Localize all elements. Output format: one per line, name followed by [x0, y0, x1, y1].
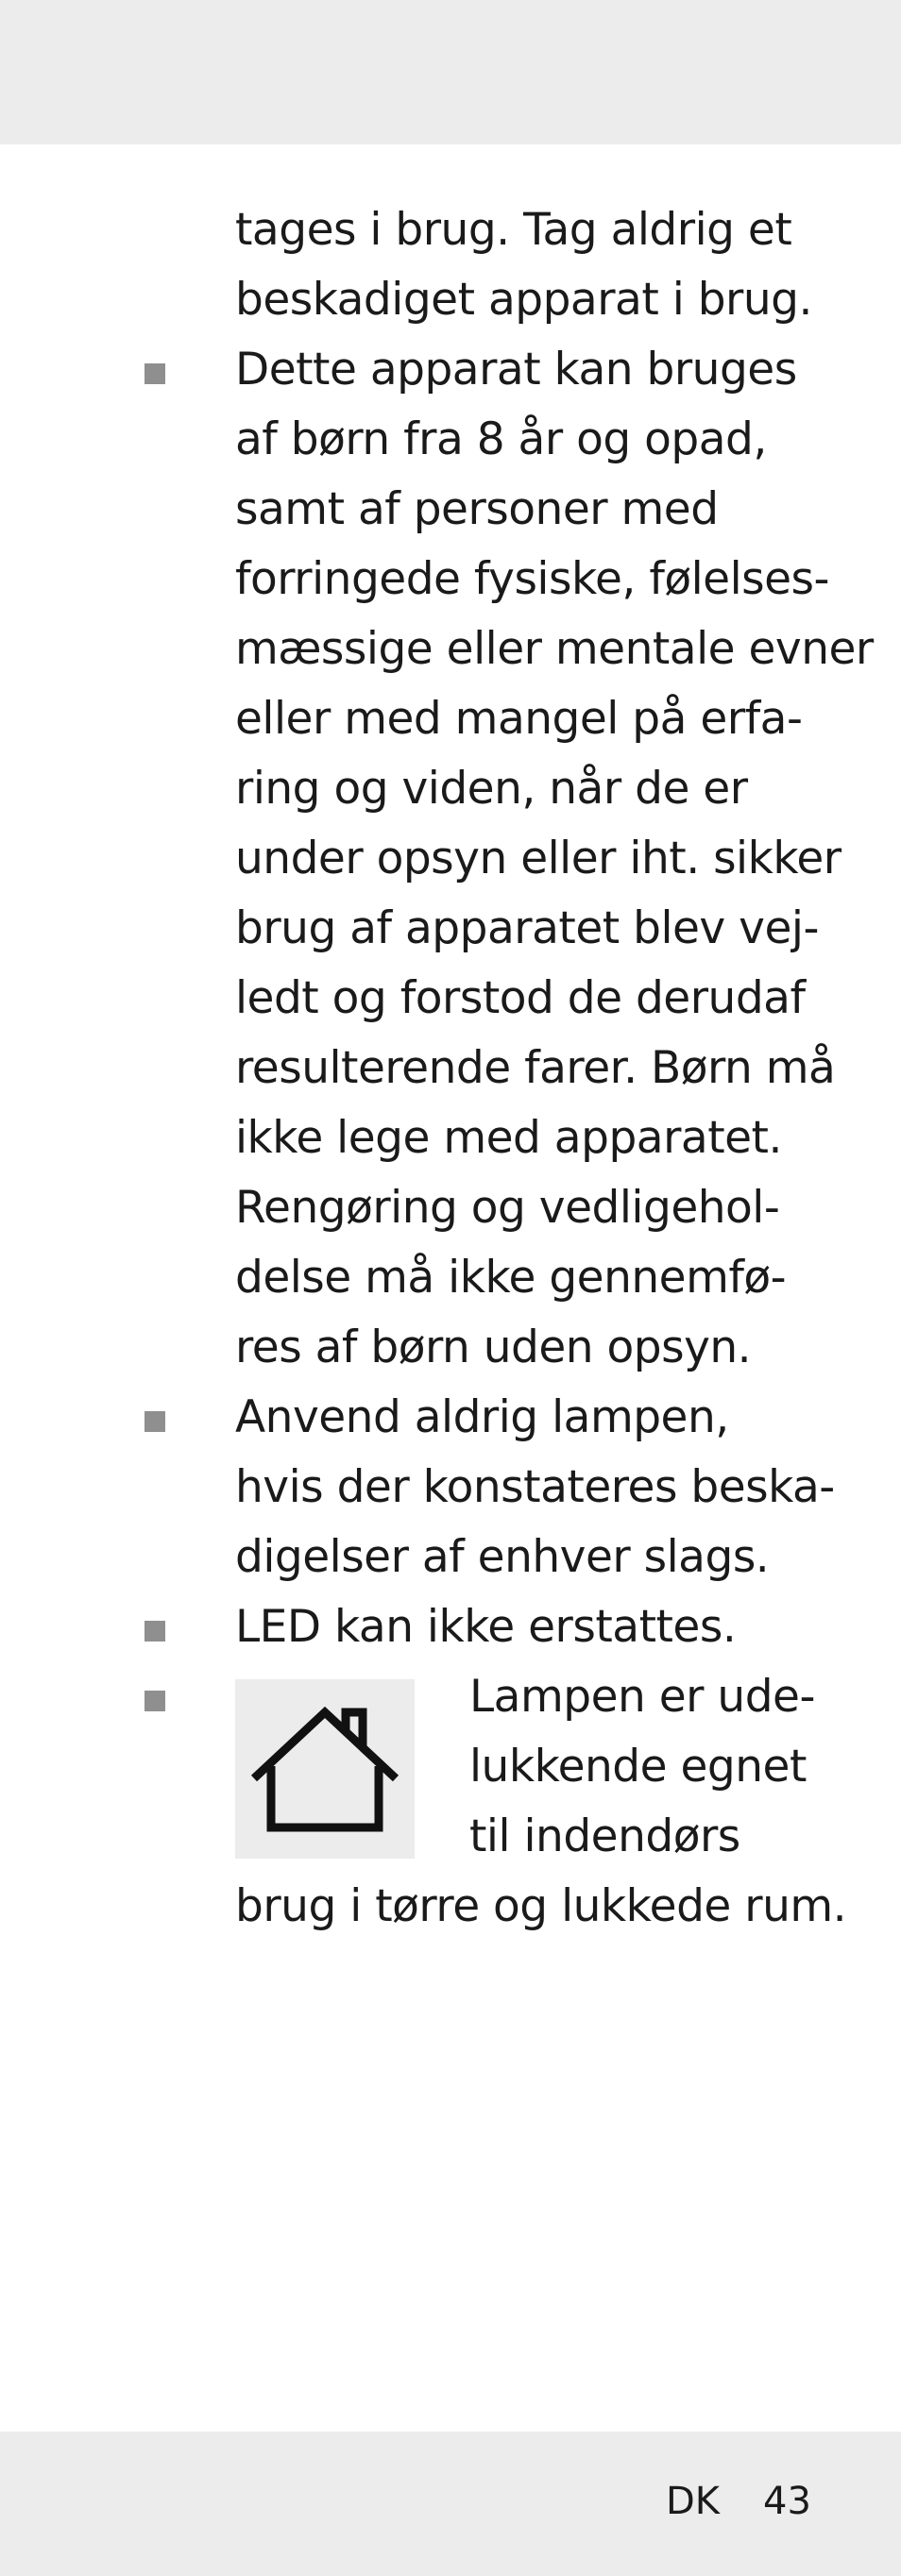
list-item [0, 1383, 901, 1453]
text-line: beskadiget apparat i brug. [235, 274, 812, 326]
text-line: ikke lege med apparatet. [235, 1112, 782, 1164]
header-band [0, 0, 901, 144]
list-item [0, 335, 901, 405]
text-line: delse må ikke gennemfø- [235, 1252, 787, 1304]
text-line: digelser af enhver slags. [235, 1531, 770, 1583]
text-line: mæssige eller mentale evner [235, 623, 874, 675]
list-item [0, 1592, 901, 1662]
text-line: samt af personer med [235, 483, 719, 535]
square-bullet-icon [144, 1621, 165, 1642]
text-line: brug i tørre og lukkede rum. [235, 1880, 847, 1932]
text-line: res af børn uden opsyn. [235, 1322, 752, 1373]
text-line: til indendørs [469, 1810, 740, 1862]
text-line: lukkende egnet [469, 1741, 807, 1793]
footer-language: DK [666, 2480, 721, 2523]
square-bullet-icon [144, 1691, 165, 1711]
text-line: LED kan ikke erstattes. [235, 1601, 737, 1653]
text-line: eller med mangel på erfa- [235, 693, 803, 745]
text-line: ring og viden, når de er [235, 763, 748, 815]
text-line: ledt og forstod de derudaf [235, 972, 806, 1024]
text-line: under opsyn eller iht. sikker [235, 833, 842, 884]
text-line: af børn fra 8 år og opad, [235, 413, 767, 465]
text-line: resulterende farer. Børn må [235, 1042, 836, 1094]
page-number: 43 [763, 2480, 811, 2523]
text-line: forringede fysiske, følelses- [235, 553, 829, 605]
square-bullet-icon [144, 363, 165, 384]
house-icon [235, 1679, 415, 1859]
text-line: hvis der konstateres beska- [235, 1461, 835, 1513]
text-line: Rengøring og vedligehol- [235, 1182, 780, 1234]
text-line: Lampen er ude- [469, 1671, 815, 1723]
indoor-use-symbol [235, 1679, 415, 1859]
text-line: brug af apparatet blev vej- [235, 902, 819, 954]
square-bullet-icon [144, 1411, 165, 1432]
text-line: Anvend aldrig lampen, [235, 1391, 729, 1443]
text-line: Dette apparat kan bruges [235, 344, 797, 396]
list-item [0, 1662, 901, 1732]
text-line: tages i brug. Tag aldrig et [235, 204, 792, 256]
safety-instructions [0, 195, 901, 1942]
